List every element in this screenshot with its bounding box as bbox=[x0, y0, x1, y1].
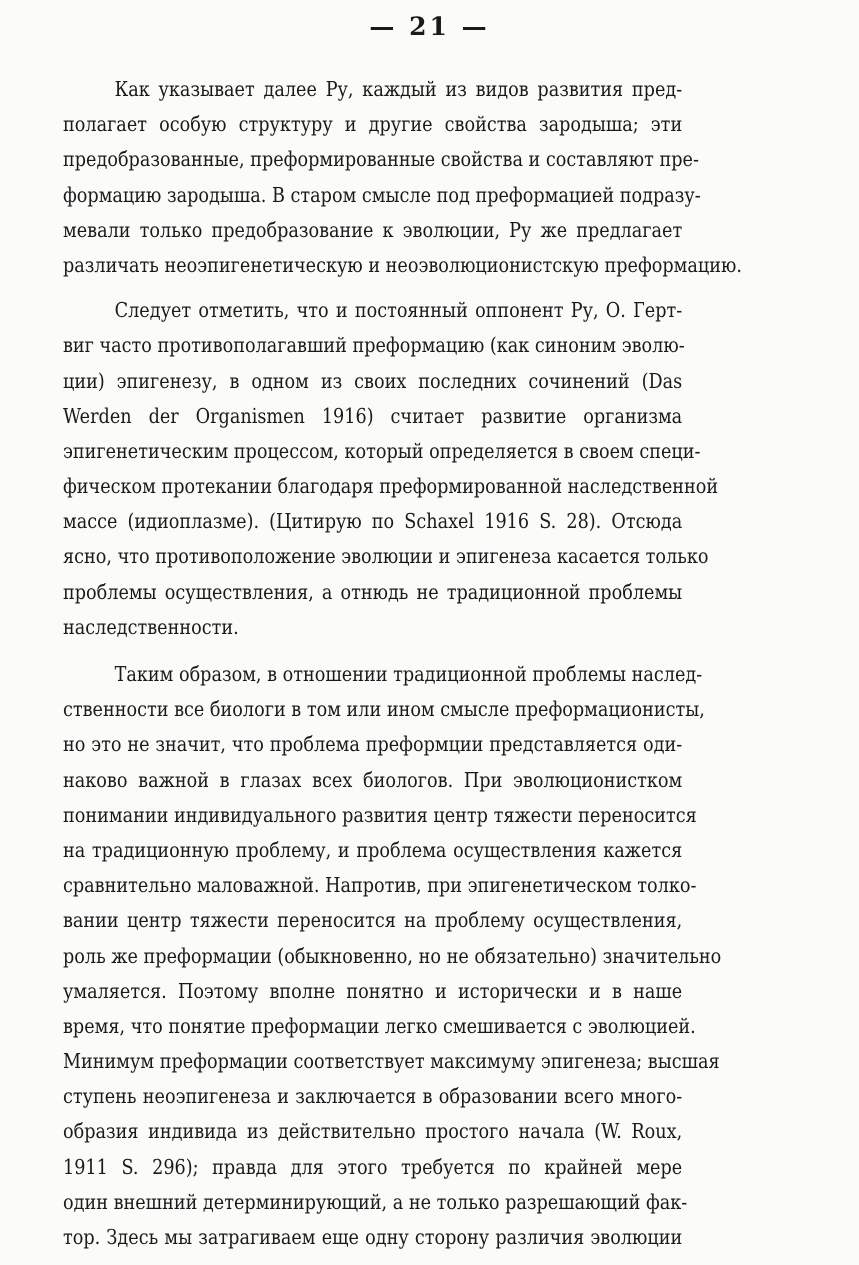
text-line: ции) эпигенезу, в одном из своих последних сочинений (Das bbox=[63, 368, 683, 393]
text-line: сравнительно маловажной. Напротив, при эпигенетическом толко- bbox=[63, 873, 697, 898]
text-line: вании центр тяжести переносится на проблему осуществления, bbox=[63, 908, 683, 933]
text-line: полагает особую структуру и другие свойства зародыша; эти bbox=[63, 112, 683, 137]
text-line: ясно, что противоположение эволюции и эпигенеза касается только bbox=[63, 544, 709, 569]
text-line: наследственности. bbox=[63, 614, 239, 639]
text-line: но это не значит, что проблема преформции представляется оди- bbox=[63, 732, 683, 757]
paragraph-2 bbox=[63, 293, 719, 645]
paragraph-1 bbox=[63, 72, 742, 283]
text-line: время, что понятие преформации легко смешивается с эволюцией. bbox=[63, 1013, 696, 1038]
text-line: понимании индивидуального развития центр тяжести переносится bbox=[63, 802, 697, 827]
text-line: тор. Здесь мы затрагиваем еще одну сторону различия эволюции bbox=[63, 1225, 683, 1249]
page-number: — 21 — bbox=[369, 12, 490, 41]
text-line: Таким образом, в отношении традиционной проблемы наслед- bbox=[114, 662, 703, 686]
text-line: различать неоэпигенетическую и неоэволюционистскую преформацию. bbox=[63, 252, 742, 277]
text-line: предобразованные, преформированные свойства и составляют пре- bbox=[63, 147, 699, 172]
text-line: Как указывает далее Ру, каждый из видов развития пред- bbox=[114, 77, 683, 101]
text-line: Следует отметить, что и постоянный оппонент Ру, О. Герт- bbox=[114, 298, 683, 323]
text-line: виг часто противополагавший преформацию (как синоним эволю- bbox=[63, 333, 685, 358]
text-line: фическом протекании благодаря преформированной наследственной bbox=[63, 474, 719, 499]
text-line: формацию зародыша. В старом смысле под преформацией подразу- bbox=[63, 182, 701, 207]
text-line: Минимум преформации соответствует максимуму эпигенеза; высшая bbox=[63, 1049, 720, 1074]
text-line: ственности все биологи в том или ином смысле преформационисты, bbox=[63, 697, 705, 722]
text-line: эпигенетическим процессом, который определяется в своем специ- bbox=[63, 438, 701, 463]
text-line: ступень неоэпигенеза и заключается в образовании всего много- bbox=[63, 1084, 683, 1109]
text-line: 1911 S. 296); правда для этого требуется по крайней мере bbox=[63, 1154, 683, 1179]
text-line: на традиционную проблему, и проблема осуществления кажется bbox=[63, 837, 683, 862]
text-line: образия индивида из действительно простого начала (W. Roux, bbox=[63, 1119, 683, 1144]
text-line: наково важной в глазах всех биологов. При эволюционистком bbox=[63, 767, 683, 792]
text-line: мевали только предобразование к эволюции, Ру же предлагает bbox=[63, 217, 683, 242]
text-line: один внешний детерминирующий, а не только разрешающий фак- bbox=[63, 1189, 688, 1214]
paragraph-3 bbox=[63, 657, 722, 1255]
text-line: массе (идиоплазме). (Цитирую по Schaxel 1916 S. 28). Отсюда bbox=[63, 509, 683, 534]
text-line: проблемы осуществления, а отнюдь не традиционной проблемы bbox=[63, 579, 683, 604]
text-line: Werden der Organismen 1916) считает развитие организма bbox=[63, 403, 683, 428]
text-line: роль же преформации (обыкновенно, но не обязательно) значительно bbox=[63, 943, 722, 968]
text-line: умаляется. Поэтому вполне понятно и исторически и в наше bbox=[63, 978, 683, 1003]
body-text bbox=[63, 72, 742, 1255]
